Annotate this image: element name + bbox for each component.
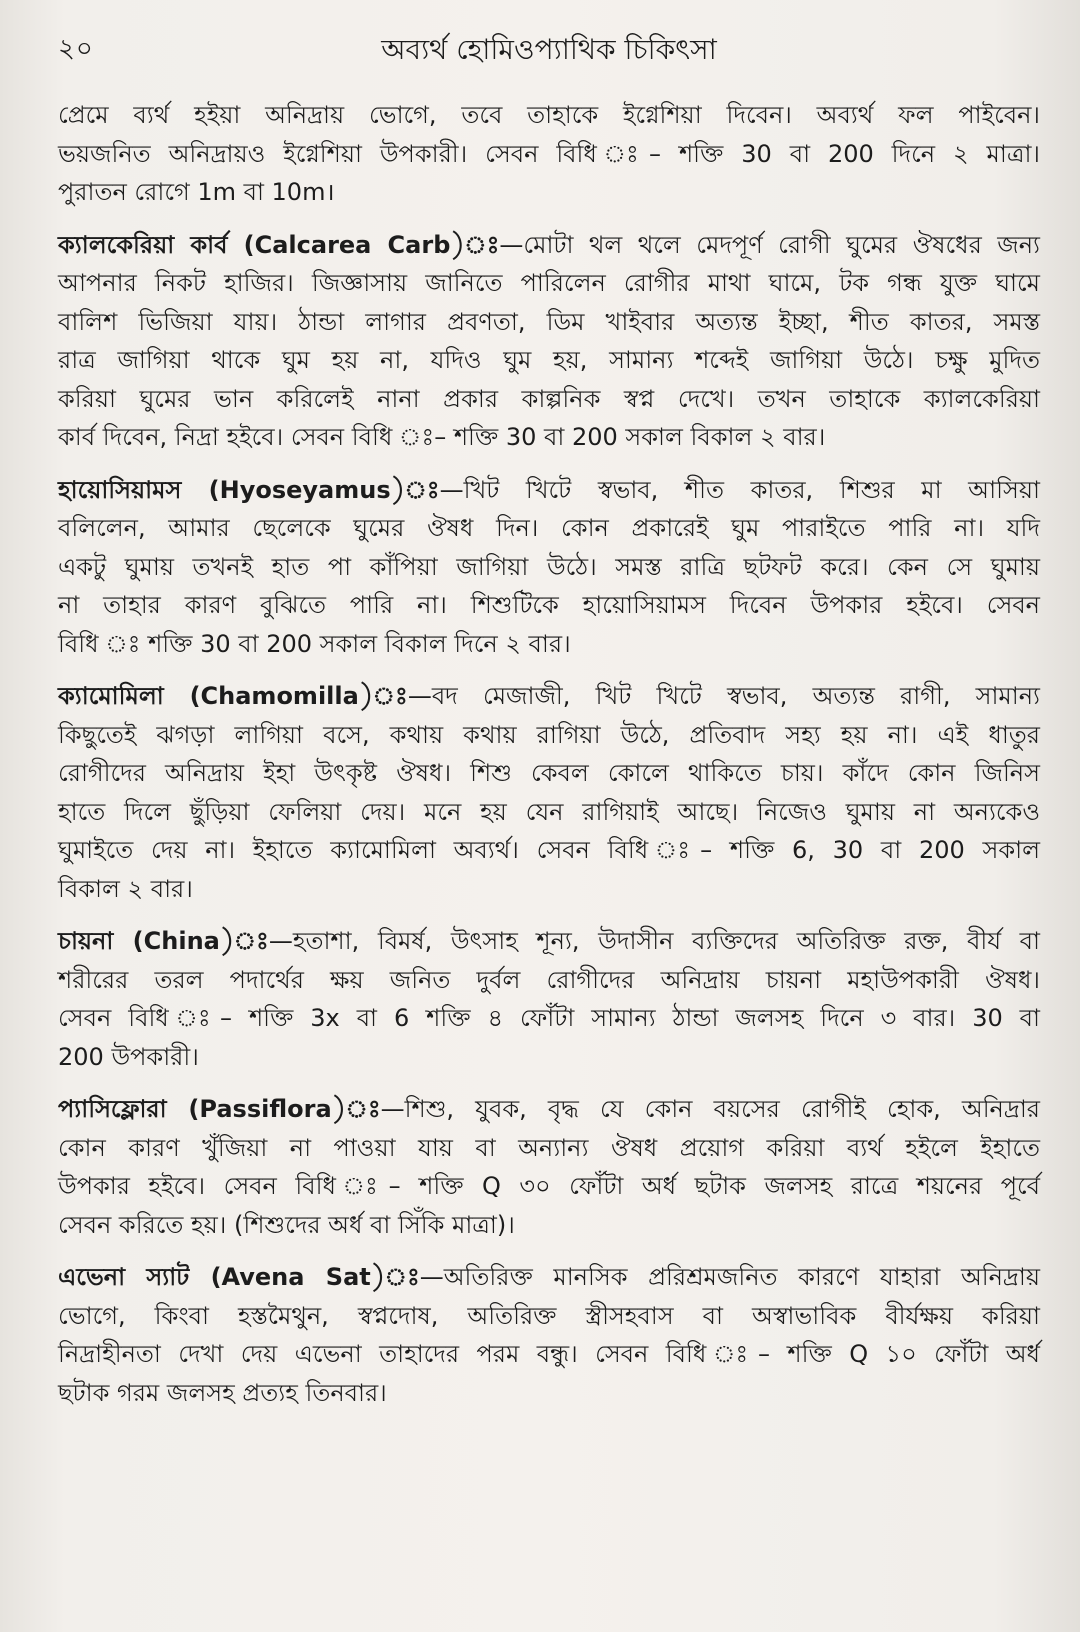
text-line: পুরাতন রোগে 1m বা 10m। [58, 178, 335, 206]
text-line: বলিলেন, আমার ছেলেকে ঘুমের ঔষধ দিন। কোন প্রকারেই ঘুম পারাইতে পারি না। যদি [58, 514, 1040, 542]
text-line: কিছুতেই ঝগড়া লাগিয়া বসে, কথায় কথায় রাগিয়া উঠে, প্রতিবাদ সহ্য হয় না। এই ধাতুর [58, 720, 1040, 749]
text-run: —খিট খিটে স্বভাব, শীত কাতর, শিশুর মা আসিয়া [439, 475, 1040, 504]
text-line: কোন কারণ খুঁজিয়া না পাওয়া যায় বা অন্যান্য ঔষধ প্রয়োগ করিয়া ব্যর্থ হইলে ইহাতে [58, 1133, 1040, 1162]
text-line: বিকাল ২ বার। [58, 874, 193, 903]
text-line [58, 1090, 1040, 1129]
text-line [58, 922, 1040, 961]
text-line: ছটাক গরম জলসহ প্রত্যহ তিনবার। [58, 1378, 387, 1407]
text-line: সেবন করিতে হয়। (শিশুদের অর্ধ বা সিঁকি মাত্রা)। [58, 1210, 515, 1239]
text-run: —বদ মেজাজী, খিট খিটে স্বভাব, অত্যন্ত রাগী, সামান্য [407, 682, 1040, 710]
remedy-heading: চায়না (China)ঃ [58, 927, 269, 955]
text-line: আপনার নিকট হাজির। জিজ্ঞাসায় জানিতে পারিলেন রোগীর মাথা ঘামে, টক গন্ধ যুক্ত ঘামে [58, 269, 1040, 297]
text-line: কার্ব দিবেন, নিদ্রা হইবে। সেবন বিধি ঃ– শক্তি 30 বা 200 সকাল বিকাল ২ বার। [58, 423, 826, 451]
text-run: —অতিরিক্ত মানসিক প্ররিশ্রমজনিত কারণে যাহারা অনিদ্রায় [419, 1263, 1040, 1291]
text-run: —মোটা থল থলে মেদপূর্ণ রোগী ঘুমের ঔষধের জন্য [499, 230, 1040, 259]
running-title: অব্যর্থ হোমিওপ্যাথিক চিকিৎসা [381, 33, 717, 66]
text-line [58, 677, 1040, 716]
paragraph-ignatia-continued [58, 96, 1040, 212]
text-line: ভোগে, কিংবা হস্তমৈথুন, স্বপ্নদোষ, অতিরিক্ত স্ত্রীসহবাস বা অস্বাভাবিক বীর্যক্ষয় করিয়া [58, 1301, 1040, 1330]
text-line: ঘুমাইতে দেয় না। ইহাতে ক্যামোমিলা অব্যর্থ। সেবন বিধি ঃ– শক্তি 6, 30 বা 200 সকাল [58, 836, 1040, 864]
page-number: ২০ [58, 34, 94, 64]
text-line: করিয়া ঘুমের ভান করিলেই নানা প্রকার কাল্পনিক স্বপ্ন দেখে। তখন তাহাকে ক্যালকেরিয়া [58, 384, 1040, 413]
text-line: একটু ঘুমায় তখনই হাত পা কাঁপিয়া জাগিয়া উঠে। সমস্ত রাত্রি ছটফট করে। কেন সে ঘুমায় [58, 552, 1040, 581]
text-line: না তাহার কারণ বুঝিতে পারি না। শিশুটিকে হায়োসিয়ামস দিবেন উপকার হইবে। সেবন [58, 591, 1040, 619]
text-line: উপকার হইবে। সেবন বিধি ঃ– শক্তি Q ৩০ ফোঁটা অর্ধ ছটাক জলসহ রাত্রে শয়নের পূর্বে [58, 1172, 1040, 1200]
text-line: 200 উপকারী। [58, 1042, 199, 1071]
remedy-heading: ক্যামোমিলা (Chamomilla)ঃ [58, 682, 408, 710]
body-text [58, 96, 1040, 1426]
text-line: ভয়জনিত অনিদ্রায়ও ইগ্নেশিয়া উপকারী। সেবন বিধি ঃ– শক্তি 30 বা 200 দিনে ২ মাত্রা। [58, 139, 1040, 168]
text-line: সেবন বিধি ঃ– শক্তি 3x বা 6 শক্তি ৪ ফোঁটা সামান্য ঠান্ডা জলসহ দিনে ৩ বার। 30 বা [58, 1004, 1040, 1032]
text-line [58, 226, 1040, 265]
text-line: নিদ্রাহীনতা দেখা দেয় এভেনা তাহাদের পরম বন্ধু। সেবন বিধি ঃ– শক্তি Q ১০ ফোঁটা অর্ধ [58, 1340, 1040, 1368]
paragraph-hyoseyamus [58, 471, 1040, 664]
remedy-heading: প্যাসিফ্লোরা (Passiflora)ঃ [58, 1095, 381, 1123]
text-run: —হতাশা, বিমর্ষ, উৎসাহ শূন্য, উদাসীন ব্যক্তিদের অতিরিক্ত রক্ত, বীর্য বা [268, 927, 1040, 955]
text-run: —শিশু, যুবক, বৃদ্ধ যে কোন বয়সের রোগীই হোক, অনিদ্রার [380, 1095, 1040, 1123]
text-line: শরীরের তরল পদার্থের ক্ষয় জনিত দুর্বল রোগীদের অনিদ্রায় চায়না মহাউপকারী ঔষধ। [58, 965, 1040, 994]
text-line [58, 471, 1040, 510]
text-line: রোগীদের অনিদ্রায় ইহা উৎকৃষ্ট ঔষধ। শিশু কেবল কোলে থাকিতে চায়। কাঁদে কোন জিনিস [58, 759, 1040, 787]
paragraph-calcarea-carb [58, 226, 1040, 457]
text-line: বিধি ঃ শক্তি 30 বা 200 সকাল বিকাল দিনে ২ বার। [58, 629, 571, 658]
remedy-heading: হায়োসিয়ামস (Hyoseyamus)ঃ [58, 475, 440, 504]
page-header [58, 28, 1040, 72]
text-line: বালিশ ভিজিয়া যায়। ঠান্ডা লাগার প্রবণতা, ডিম খাইবার অত্যন্ত ইচ্ছা, শীত কাতর, সমস্ত [58, 307, 1040, 336]
paragraph-passiflora [58, 1090, 1040, 1244]
text-line: প্রেমে ব্যর্থ হইয়া অনিদ্রায় ভোগে, তবে তাহাকে ইগ্নেশিয়া দিবেন। অব্যর্থ ফল পাইবেন। [58, 101, 1040, 129]
remedy-heading: এভেনা স্যাট (Avena Sat)ঃ [58, 1263, 420, 1291]
paragraph-avena-sat [58, 1258, 1040, 1412]
remedy-heading: ক্যালকেরিয়া কার্ব (Calcarea Carb)ঃ [58, 230, 500, 259]
paragraph-chamomilla [58, 677, 1040, 908]
text-line: হাতে দিলে ছুঁড়িয়া ফেলিয়া দেয়। মনে হয় যেন রাগিয়াই আছে। নিজেও ঘুমায় না অন্যকেও [58, 797, 1040, 826]
text-line [58, 1258, 1040, 1297]
text-line: রাত্র জাগিয়া থাকে ঘুম হয় না, যদিও ঘুম হয়, সামান্য শব্দেই জাগিয়া উঠে। চক্ষু মুদিত [58, 346, 1040, 374]
paragraph-china [58, 922, 1040, 1076]
